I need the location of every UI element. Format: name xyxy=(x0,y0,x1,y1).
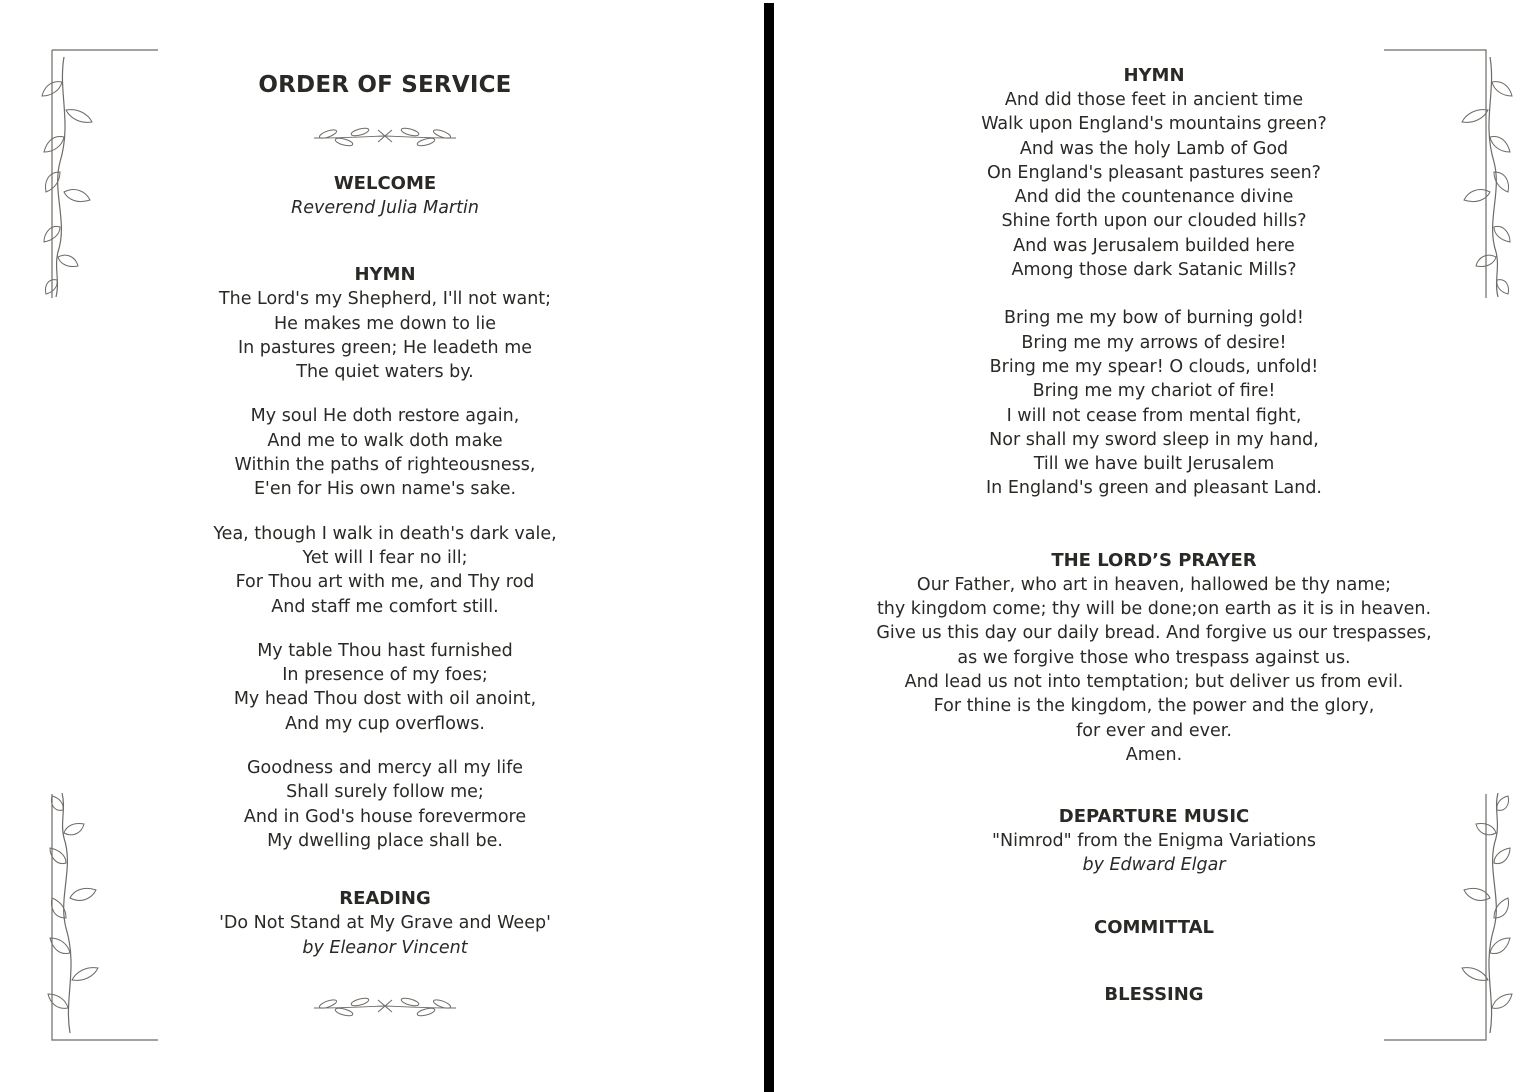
hymn-line: Yet will I fear no ill; xyxy=(302,547,468,568)
hymn-stanza xyxy=(852,88,1456,282)
hymn-line: In England's green and pleasant Land. xyxy=(986,478,1322,499)
page-spine-divider xyxy=(764,3,774,1092)
hymn-line: Goodness and mercy all my life xyxy=(246,758,524,779)
hymn-line: Bring me my bow of burning gold! xyxy=(1004,308,1304,329)
hymn-heading: HYMN xyxy=(354,264,416,286)
reading-author: by Eleanor Vincent xyxy=(302,937,468,958)
departure-piece: "Nimrod" from the Enigma Variations xyxy=(991,831,1317,852)
hymn-line: And did the countenance divine xyxy=(1014,187,1294,208)
hymn-line: The quiet waters by. xyxy=(296,362,474,383)
prayer-line: Our Father, who art in heaven, hallowed be thy name; xyxy=(916,574,1392,595)
welcome-heading: WELCOME xyxy=(333,173,437,194)
hymn-line: Till we have built Jerusalem xyxy=(1033,454,1275,475)
prayer-heading: THE LORD’S PRAYER xyxy=(1051,549,1257,571)
hymn-line: And in God's house forevermore xyxy=(243,806,527,827)
reading-heading: READING xyxy=(339,888,431,910)
reading-title: 'Do Not Stand at My Grave and Weep' xyxy=(219,913,551,934)
hymn-line: On England's pleasant pastures seen? xyxy=(987,162,1321,183)
prayer-line: for ever and ever. xyxy=(1076,720,1232,741)
hymn-line: E'en for His own name's sake. xyxy=(253,479,517,500)
left-page xyxy=(0,0,764,1092)
hymn-line: Walk upon England's mountains green? xyxy=(981,114,1327,135)
hymn-line: And my cup overflows. xyxy=(285,713,485,734)
hymn-line: The Lord's my Shepherd, I'll not want; xyxy=(218,289,552,310)
laurel-flourish-icon xyxy=(310,996,460,1018)
blessing-section xyxy=(852,983,1456,1007)
hymn-line: My head Thou dost with oil anoint, xyxy=(233,689,537,710)
hymn-line: And was Jerusalem builded here xyxy=(1013,235,1295,256)
hymn-line: In pastures green; He leadeth me xyxy=(237,337,533,358)
vine-icon xyxy=(28,790,160,1042)
hymn-stanza xyxy=(155,639,615,736)
hymn-line: And staff me comfort still. xyxy=(271,596,499,617)
hymn-line: For Thou art with me, and Thy rod xyxy=(235,572,535,593)
vine-icon xyxy=(28,48,160,304)
prayer-line: For thine is the kingdom, the power and the glory, xyxy=(933,696,1375,717)
prayer-line: as we forgive those who trespass against us. xyxy=(957,647,1351,668)
hymn-line: My table Thou hast furnished xyxy=(257,640,513,661)
welcome-section xyxy=(155,172,615,220)
blessing-heading: BLESSING xyxy=(1104,983,1204,1005)
hymn-stanza xyxy=(155,404,615,501)
hymn-line: And was the holy Lamb of God xyxy=(1019,138,1289,159)
hymn-line: Within the paths of righteousness, xyxy=(234,455,536,476)
prayer-line: Give us this day our daily bread. And forgive us our trespasses, xyxy=(876,623,1432,644)
hymn-line: Bring me my arrows of desire! xyxy=(1021,332,1287,353)
hymn-line: And me to walk doth make xyxy=(267,430,503,451)
hymn-line: Yea, though I walk in death's dark vale, xyxy=(213,523,557,544)
committal-section xyxy=(852,916,1456,940)
hymn-line: In presence of my foes; xyxy=(282,665,488,686)
prayer-section xyxy=(852,549,1456,767)
hymn-line: My dwelling place shall be. xyxy=(267,830,503,851)
hymn-line: Shall surely follow me; xyxy=(286,782,484,803)
hymn-line: Shine forth upon our clouded hills? xyxy=(1001,211,1307,232)
hymn-section xyxy=(155,263,615,853)
right-page xyxy=(774,0,1536,1092)
hymn-line: My soul He doth restore again, xyxy=(250,406,520,427)
departure-heading: DEPARTURE MUSIC xyxy=(1058,806,1250,828)
prayer-line: And lead us not into temptation; but deliver us from evil. xyxy=(904,671,1404,692)
right-column xyxy=(852,64,1456,1007)
departure-composer: by Edward Elgar xyxy=(1082,855,1226,876)
prayer-line: thy kingdom come; thy will be done;on earth as it is in heaven. xyxy=(876,599,1432,620)
laurel-flourish-icon xyxy=(310,126,460,148)
prayer-line: Amen. xyxy=(1125,744,1183,765)
departure-section xyxy=(852,805,1456,878)
hymn-heading: HYMN xyxy=(1123,65,1185,86)
hymn-line: He makes me down to lie xyxy=(274,313,496,334)
committal-heading: COMMITTAL xyxy=(1093,916,1214,938)
hymn-line: Among those dark Satanic Mills? xyxy=(1011,260,1297,281)
hymn-line: I will not cease from mental fight, xyxy=(1006,405,1302,426)
hymn-stanza xyxy=(155,522,615,619)
left-column xyxy=(155,70,615,1018)
hymn-line: Bring me my spear! O clouds, unfold! xyxy=(989,356,1319,377)
reading-section xyxy=(155,887,615,960)
hymn-section xyxy=(852,64,1456,501)
welcome-subtitle: Reverend Julia Martin xyxy=(291,198,479,218)
page-title: ORDER OF SERVICE xyxy=(258,72,512,98)
hymn-stanza xyxy=(852,306,1456,500)
hymn-stanza xyxy=(155,756,615,853)
hymn-line: And did those feet in ancient time xyxy=(1004,90,1304,110)
hymn-line: Nor shall my sword sleep in my hand, xyxy=(989,429,1319,450)
hymn-line: Bring me my chariot of fire! xyxy=(1032,381,1276,402)
hymn-stanza xyxy=(155,287,615,384)
